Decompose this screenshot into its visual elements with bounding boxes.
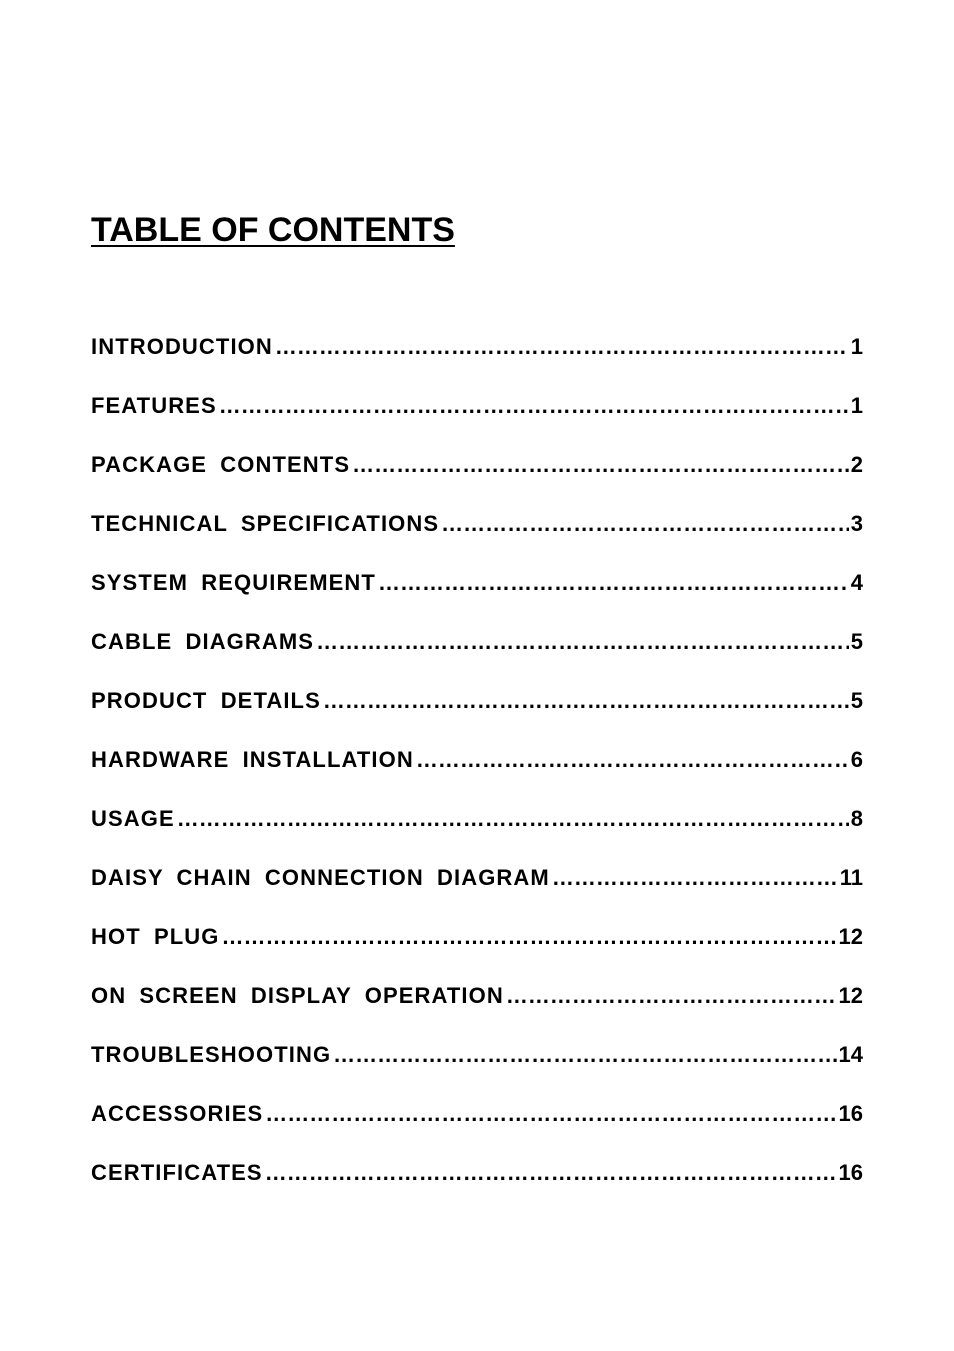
toc-entry-system-requirement (91, 570, 863, 629)
toc-entry-label: ACCESSORIES (91, 1101, 264, 1126)
toc-dot-leader (506, 983, 837, 1009)
toc-entry-daisy-chain-connection-diagram (91, 865, 863, 924)
toc-entry-label: SYSTEM REQUIREMENT (91, 570, 376, 595)
toc-entry-package-contents (91, 452, 863, 511)
toc-entry-page: 2 (850, 452, 863, 477)
toc-dot-leader (552, 865, 838, 891)
toc-entry-page: 16 (838, 1160, 863, 1185)
toc-entry-page: 5 (850, 688, 863, 713)
toc-entry-on-screen-display-operation (91, 983, 863, 1042)
toc-entry-label: TECHNICAL SPECIFICATIONS (91, 511, 440, 536)
toc-dot-leader (416, 747, 849, 773)
toc-dot-leader (221, 924, 836, 950)
toc-entry-introduction (91, 334, 863, 393)
toc-entry-label: PRODUCT DETAILS (91, 688, 321, 713)
toc-entry-page: 1 (850, 334, 863, 359)
page-title: TABLE OF CONTENTS (91, 211, 455, 249)
toc-entry-label: USAGE (91, 806, 175, 831)
toc-dot-leader (265, 1101, 836, 1127)
toc-entry-page: 8 (850, 806, 863, 831)
toc-entry-label: CERTIFICATES (91, 1160, 263, 1185)
toc-entry-label: HARDWARE INSTALLATION (91, 747, 414, 772)
toc-dot-leader (378, 570, 849, 596)
toc-entry-page: 6 (850, 747, 863, 772)
toc-entry-page: 5 (850, 629, 863, 654)
toc-entry-certificates (91, 1160, 863, 1219)
toc-entry-page: 16 (838, 1101, 863, 1126)
toc-entry-label: HOT PLUG (91, 924, 220, 949)
toc-dot-leader (441, 511, 849, 537)
toc-entry-label: ON SCREEN DISPLAY OPERATION (91, 983, 504, 1008)
toc-entry-hot-plug (91, 924, 863, 983)
toc-entry-label: DAISY CHAIN CONNECTION DIAGRAM (91, 865, 550, 890)
toc-dot-leader (323, 688, 849, 714)
toc-entry-page: 4 (850, 570, 863, 595)
toc-entry-troubleshooting (91, 1042, 863, 1101)
toc-entry-label: CABLE DIAGRAMS (91, 629, 315, 654)
toc-entry-usage (91, 806, 863, 865)
toc-entry-cable-diagrams (91, 629, 863, 688)
toc-entry-label: TROUBLESHOOTING (91, 1042, 332, 1067)
toc-entry-accessories (91, 1101, 863, 1160)
toc-entry-product-details (91, 688, 863, 747)
toc-dot-leader (177, 806, 849, 832)
toc-dot-leader (275, 334, 849, 360)
toc-dot-leader (352, 452, 849, 478)
toc-dot-leader (219, 393, 849, 419)
toc-dot-leader (333, 1042, 836, 1068)
toc-entry-label: PACKAGE CONTENTS (91, 452, 351, 477)
toc-entry-page: 12 (838, 924, 863, 949)
toc-entry-features (91, 393, 863, 452)
toc-entry-page: 11 (839, 865, 863, 890)
toc-entry-page: 14 (838, 1042, 863, 1067)
toc-dot-leader (265, 1160, 837, 1186)
toc-entry-label: FEATURES (91, 393, 217, 418)
toc-entry-page: 1 (850, 393, 863, 418)
toc-entry-technical-specifications (91, 511, 863, 570)
toc-list (91, 334, 863, 1219)
toc-entry-label: INTRODUCTION (91, 334, 273, 359)
toc-entry-page: 12 (838, 983, 863, 1008)
toc-entry-page: 3 (850, 511, 863, 536)
toc-dot-leader (316, 629, 849, 655)
toc-entry-hardware-installation (91, 747, 863, 806)
